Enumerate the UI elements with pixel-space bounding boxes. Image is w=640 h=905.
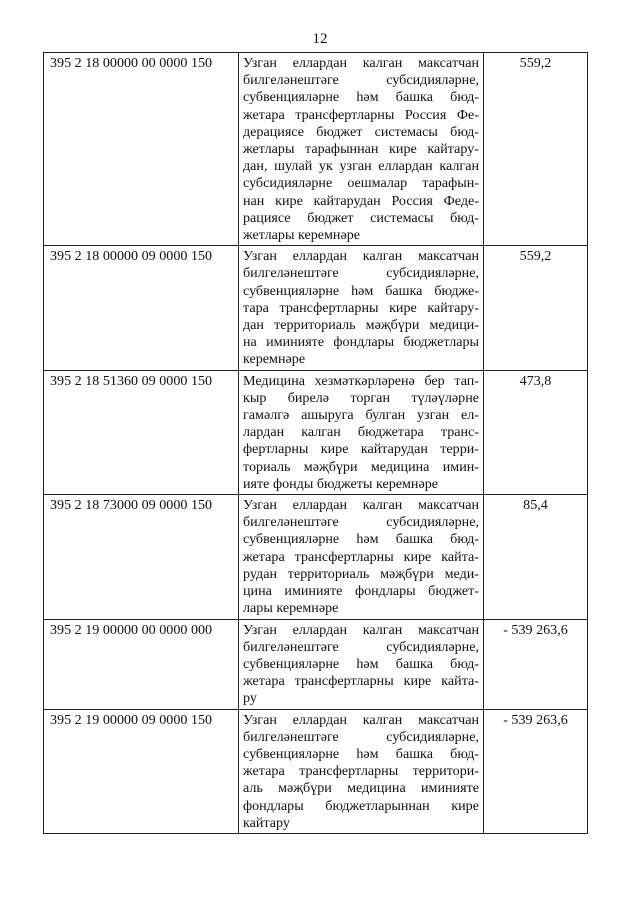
description-line: субсидияләрне оешмалар тарафын- [243, 175, 479, 192]
description-line: ру [243, 690, 257, 707]
description-line: лары керемнәре [243, 600, 339, 617]
description-line: Узган еллардан калган максатчан [243, 711, 479, 728]
description-line: билгеләнештәге субсидияләрне, [243, 265, 479, 282]
description-line: жетара трансфертларны кире кайта- [243, 673, 479, 690]
description-line: жетара трансфертларны Россия Фе- [243, 106, 479, 123]
description-line: Узган еллардан калган максатчан [243, 248, 479, 265]
description-line: аль мәҗбүри медицина иминияте [243, 780, 479, 797]
description-line: дан территориаль мәҗбүри медици- [243, 317, 479, 334]
amount-cell: 559,2 [484, 53, 588, 246]
description-line: билгеләнештәге субсидияләрне, [243, 728, 479, 745]
table-row [44, 495, 588, 619]
amount-cell: 473,8 [484, 370, 588, 494]
description-line: Узган еллардан калган максатчан [243, 55, 479, 71]
description-line: билгеләнештәге субсидияләрне, [243, 638, 479, 655]
amount-cell: 85,4 [484, 495, 588, 619]
description-line: керемнәре [243, 351, 306, 368]
description-line: дан, шулай ук узган еллардан калган [243, 158, 479, 175]
revenue-description-cell [239, 370, 484, 494]
description-line: субвенцияләрне һәм башка бюд- [243, 655, 479, 672]
description-line: тара трансфертларны кире кайтару- [243, 299, 479, 316]
description-line: субвенцияләрне һәм башка бюд- [243, 531, 479, 548]
description-line: Узган еллардан калган максатчан [243, 497, 479, 514]
description-line: рудан территориаль мәҗбүри меди- [243, 565, 479, 582]
description-line: Медицина хезмәткәрләренә бер тап- [243, 372, 479, 389]
description-line: лардан калган бюджетара транс- [243, 424, 479, 441]
budget-code-cell: 395 2 18 51360 09 0000 150 [44, 370, 239, 494]
description-line: субвенцияләрне һәм башка бюд- [243, 89, 479, 106]
description-line: жетлары керемнәре [243, 227, 361, 244]
description-line: жетара трансфертларны кире кайта- [243, 548, 479, 565]
amount-cell: 559,2 [484, 246, 588, 370]
revenue-description-cell [239, 53, 484, 246]
description-line: на иминияте фондлары бюджетлары [243, 334, 479, 351]
page-number: 12 [312, 31, 328, 47]
description-line: ияте фонды бюджеты керемнәре [243, 475, 439, 492]
description-line: цина иминияте фондлары бюджет- [243, 583, 479, 600]
description-line: фертларны кире кайтарудан терри- [243, 441, 479, 458]
description-line: дерациясе бюджет системасы бюд- [243, 123, 479, 140]
description-line: фондлары бюджетларыннан кире [243, 797, 479, 814]
description-line: рациясе бюджет системасы бюд- [243, 209, 479, 226]
budget-code-cell: 395 2 19 00000 09 0000 150 [44, 709, 239, 833]
description-line: гамәлгә ашыруга булган узган ел- [243, 407, 479, 424]
budget-code-cell: 395 2 19 00000 00 0000 000 [44, 619, 239, 709]
description-line: билгеләнештәге субсидияләрне, [243, 514, 479, 531]
amount-cell: - 539 263,6 [484, 709, 588, 833]
description-line: жетара трансфертларны территори- [243, 763, 479, 780]
revenue-description-cell [239, 495, 484, 619]
table-row [44, 53, 588, 246]
description-line: жетлары тарафыннан кире кайтару- [243, 141, 479, 158]
description-line: субвенцияләрне һәм башка бюдже- [243, 282, 479, 299]
table-row [44, 709, 588, 833]
budget-code-cell: 395 2 18 73000 09 0000 150 [44, 495, 239, 619]
revenue-description-cell [239, 709, 484, 833]
revenue-description-cell [239, 619, 484, 709]
table-row [44, 619, 588, 709]
revenue-description-cell [239, 246, 484, 370]
description-line: кайтару [243, 814, 290, 831]
description-line: нан кире кайтарудан Россия Феде- [243, 192, 479, 209]
description-line: билгеләнештәге субсидияләрне, [243, 72, 479, 89]
description-line: субвенцияләрне һәм башка бюд- [243, 745, 479, 762]
budget-code-cell: 395 2 18 00000 09 0000 150 [44, 246, 239, 370]
budget-revenue-table [43, 52, 588, 834]
description-line: Узган еллардан калган максатчан [243, 621, 479, 638]
table-row [44, 246, 588, 370]
amount-cell: - 539 263,6 [484, 619, 588, 709]
table-row [44, 370, 588, 494]
budget-code-cell: 395 2 18 00000 00 0000 150 [44, 53, 239, 246]
table-body [44, 53, 588, 834]
description-line: ториаль мәҗбүри медицина имин- [243, 458, 479, 475]
description-line: кыр бирелә торган түләүләрне [243, 389, 479, 406]
